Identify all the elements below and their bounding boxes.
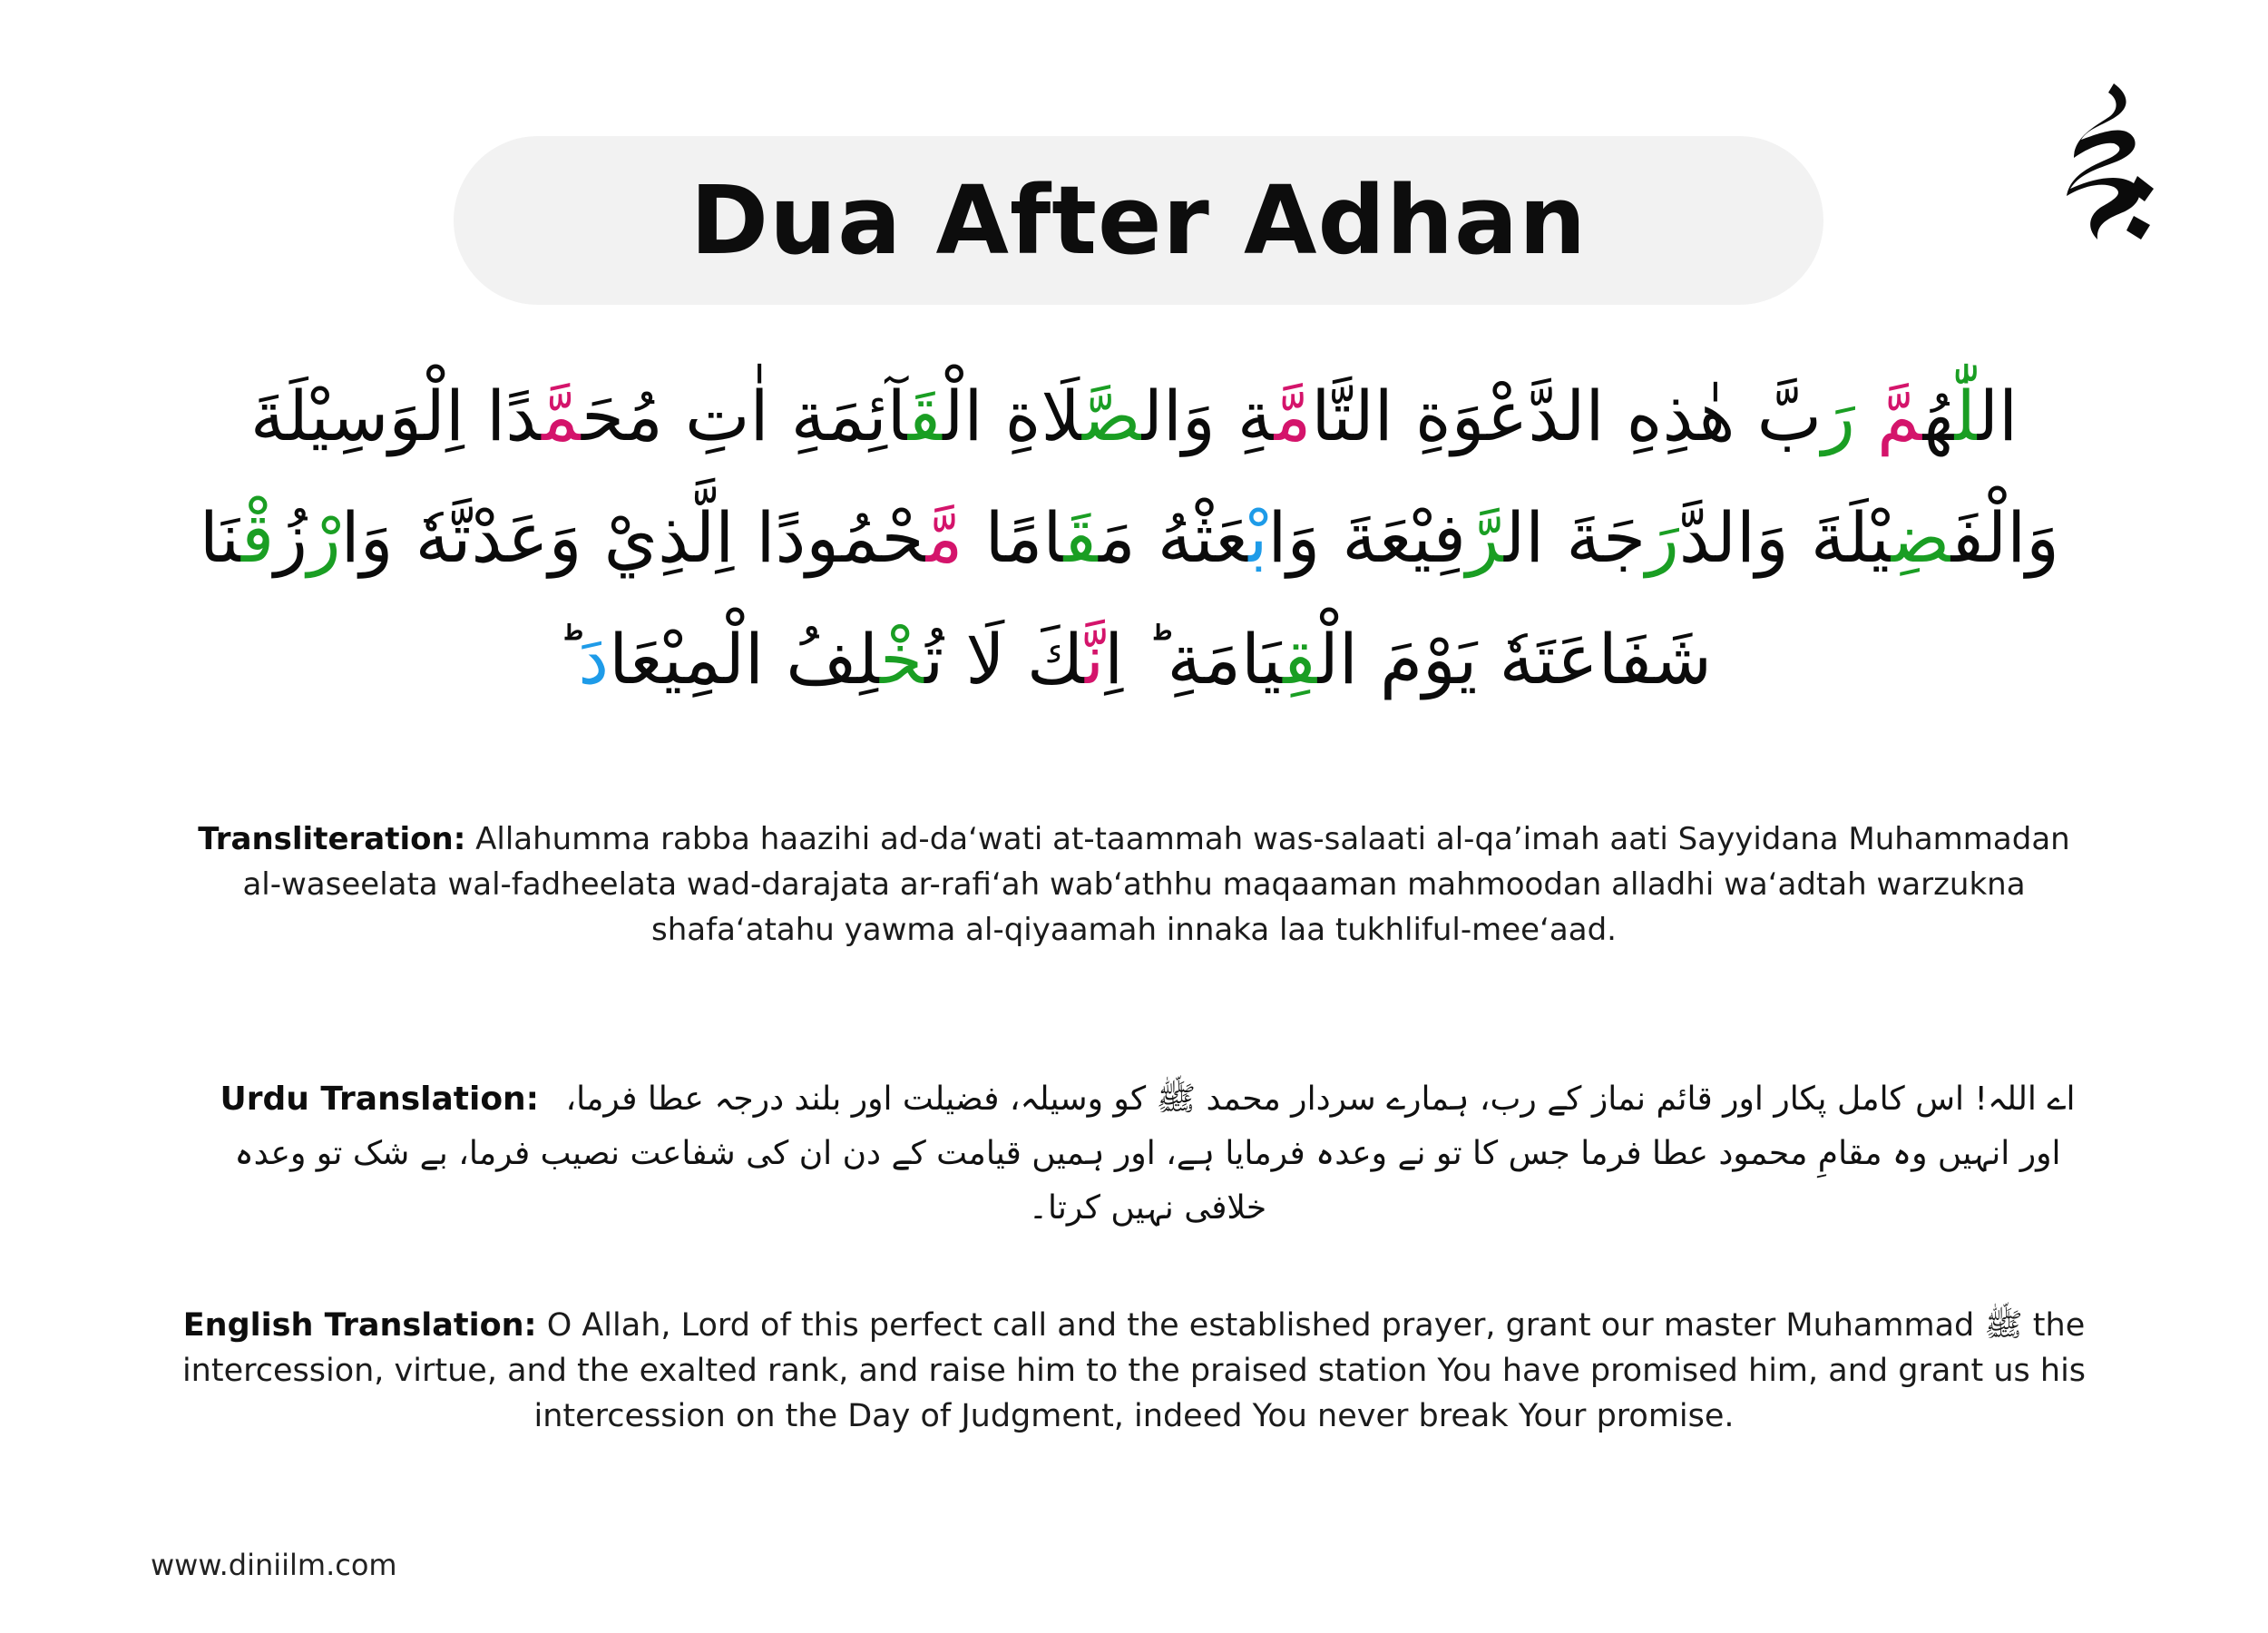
dua-segment: يَامَةِ ؕ اِ <box>1104 619 1284 699</box>
dua-segment: حْمُودًا اِلَّذِيْ وَعَدْتَّهٗ وَا <box>340 497 926 578</box>
dua-segment: بَّ هٰذِهِ الدَّعْوَةِ التَّا <box>1311 376 1823 456</box>
transliteration-label: Transliteration: <box>198 821 466 857</box>
dua-segment: عَثْهُ مَ <box>1098 497 1249 578</box>
dua-segment: رَ <box>1646 497 1679 578</box>
dua-line-1 <box>209 356 2059 477</box>
urdu-translation-text: اے اللہ! اس کامل پکار اور قائم نماز کے رب، ہمارے سردار محمد ﷺ کو وسیلہ، فضیلت اور بلند درجہ عطا فرما، اور انہیں وہ مقامِ محمود عطا فرما جس کا تو نے وعدہ فرمایا ہے، اور ہمیں قیامت کے دن ان کی شفاعت نصیب فرما، بے شک تو وعدہ خلافی نہیں کرتا۔ <box>234 1081 2076 1227</box>
dua-segment: قْ <box>240 497 275 578</box>
dua-segment: رَ <box>1822 376 1855 456</box>
dua-segment: ال <box>1977 376 2019 456</box>
dua-segment: يْلَةَ وَالدَّ <box>1678 497 1892 578</box>
dua-segment: لَاةِ الْ <box>943 376 1082 456</box>
dua-segment: شَفَاعَتَهٗ يَوْمَ الْ <box>1317 619 1712 699</box>
dua-segment: نَا <box>199 497 241 578</box>
transliteration-text: Allahumma rabba haazihi ad-da‘wati at-taammah was-salaati al-qa’imah aati Sayyidana Muhammadan al-waseelata wal-fadheelata wad-darajata ar-rafi‘ah wab‘athhu maqaaman mahmoodan alladhi wa‘adtah warzukna shafa‘atahu yawma al-qiyaamah innaka laa tukhliful-mee‘aad. <box>242 821 2070 948</box>
dua-segment: امًا <box>963 497 1064 578</box>
urdu-translation-block <box>200 1072 2096 1236</box>
dua-segment: زُ <box>274 497 308 578</box>
dua-segment: لّٰ <box>1954 376 1978 456</box>
dua-segment: قَ <box>1063 497 1099 578</box>
dua-segment: قَ <box>907 376 943 456</box>
english-translation-label: English Translation: <box>182 1307 537 1344</box>
dua-segment <box>1855 376 1877 456</box>
english-translation-block <box>181 1303 2087 1439</box>
dua-segment: هُ <box>1922 376 1955 456</box>
dua-segment: جَةَ ال <box>1503 497 1647 578</box>
dua-segment: دًا اِلْوَسِيْلَةَ <box>249 376 543 456</box>
english-translation-text: O Allah, Lord of this perfect call and the established prayer, grant our master Muhammad ﷺ the intercession, virtue, and the exalted rank, and raise him to the praised station You have promised him, and grant us his intercession on the Day of Judgment, indeed You never break Your promise. <box>181 1307 2087 1434</box>
dua-segment: مَّ <box>542 376 582 456</box>
dua-segment: لِفُ الْمِيْعَا <box>609 619 881 699</box>
dua-segment: ةِ وَال <box>1141 376 1275 456</box>
dua-segment: ؕ <box>556 619 579 699</box>
transliteration-block <box>181 816 2087 953</box>
dua-segment: آئِمَةِ اٰتِ مُحَ <box>582 376 908 456</box>
dua-segment: نَّ <box>1084 619 1105 699</box>
dua-segment: قِ <box>1283 619 1318 699</box>
dua-segment: بْ <box>1248 497 1268 578</box>
dua-segment: وَالْفَ <box>1950 497 2059 578</box>
urdu-translation-label: Urdu Translation: <box>220 1081 540 1118</box>
page-title: Dua After Adhan <box>689 165 1588 276</box>
dua-segment: صَّ <box>1081 376 1142 456</box>
dua-line-3 <box>209 599 2059 720</box>
dua-segment: خْ <box>880 619 925 699</box>
dua-segment: مَّ <box>1877 376 1923 456</box>
dua-segment: مَّ <box>1274 376 1312 456</box>
dua-line-2 <box>199 477 2059 599</box>
dua-segment: رْ <box>307 497 341 578</box>
dua-segment: فِيْعَةَ وَا <box>1267 497 1466 578</box>
website-link[interactable]: www.diniilm.com <box>151 1548 397 1582</box>
title-banner <box>454 136 1823 305</box>
dua-segment: دَ <box>578 619 610 699</box>
dua-arabic-text <box>199 356 2059 720</box>
dua-segment: كَ لَا تُ <box>924 619 1085 699</box>
dua-segment: ضِ <box>1891 497 1951 578</box>
dua-segment: رَّ <box>1466 497 1504 578</box>
dua-segment: مَّ <box>925 497 963 578</box>
diniilm-logo-icon <box>2058 80 2166 252</box>
